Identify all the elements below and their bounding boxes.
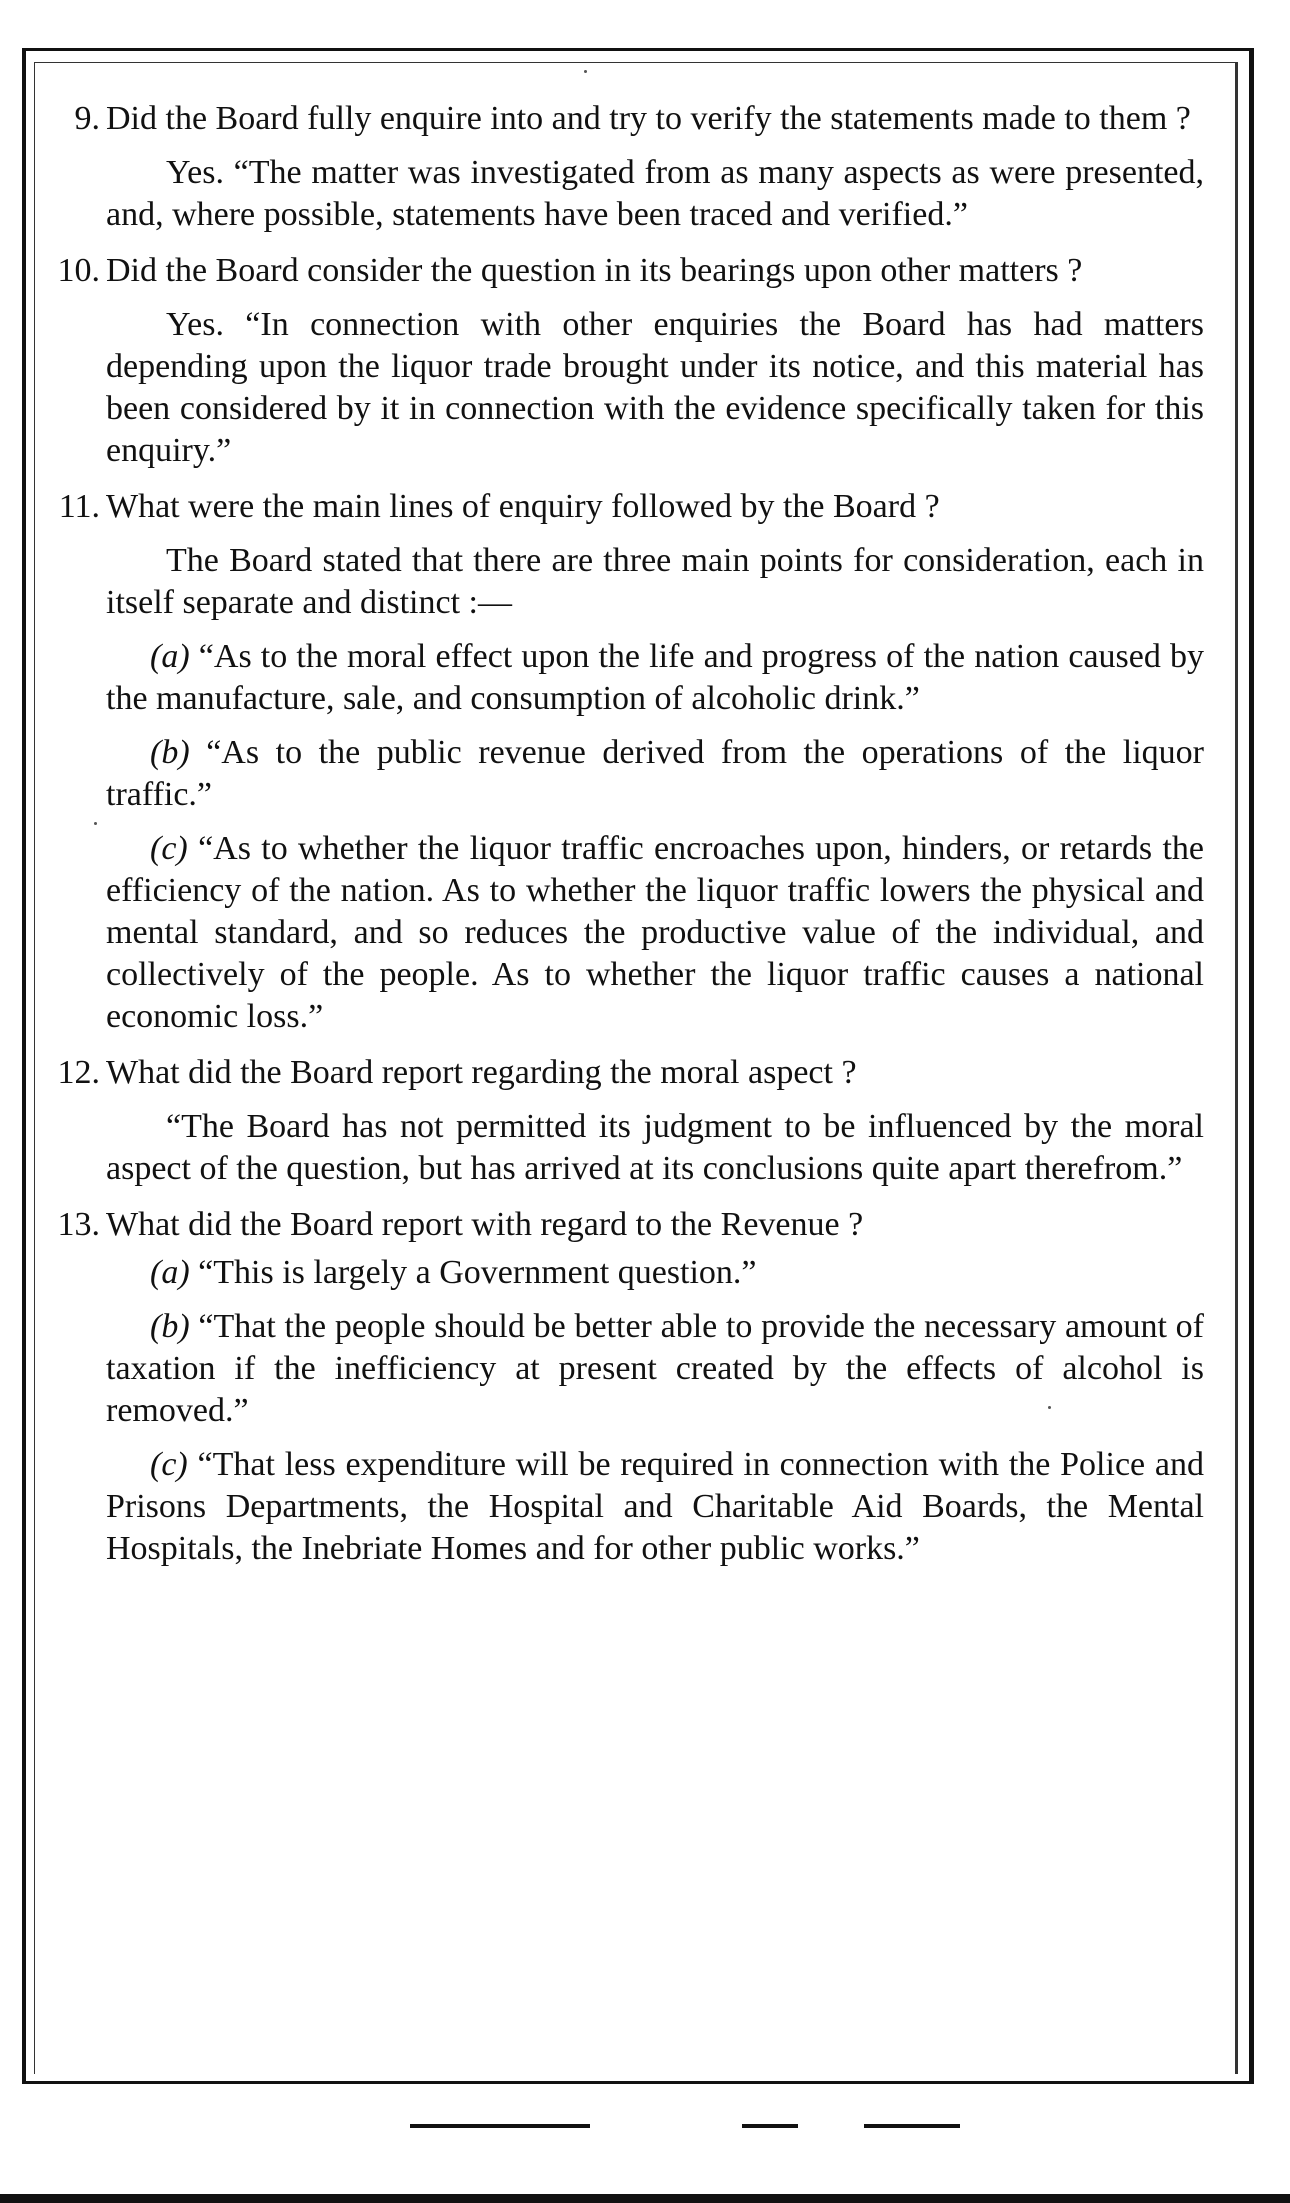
document-body xyxy=(57,98,1205,1570)
sub-item-marker: (c) xyxy=(150,830,188,867)
sub-item-marker: (c) xyxy=(150,1446,188,1483)
sub-item-b xyxy=(106,732,1204,816)
question-number: 12. xyxy=(57,1054,100,1091)
answer-paragraph: “The Board has not permitted its judgment to be influenced by the moral aspect of the question, but has arrived at its conclusions quite apart therefrom.” xyxy=(106,1108,1204,1187)
question-11 xyxy=(58,486,1205,1038)
sub-item-marker: (b) xyxy=(150,734,190,771)
sub-item-text: “That the people should be better able to provide the necessary amount of taxation if the inefficiency at present created by the effects of alcohol is removed.” xyxy=(106,1308,1204,1429)
footer-rule-left xyxy=(410,2124,590,2128)
sub-item-a xyxy=(106,636,1204,720)
question-text: What were the main lines of enquiry followed by the Board ? xyxy=(106,488,940,525)
answer-paragraph: Yes. “The matter was investigated from as many aspects as were presented, and, where possible, statements have been traced and verified.” xyxy=(106,154,1204,233)
sub-item-c xyxy=(106,1444,1204,1570)
question-9 xyxy=(74,98,1204,236)
sub-item-text: “That less expenditure will be required in connection with the Police and Prisons Departments, the Hospital and Charitable Aid Boards, the Mental Hospitals, the Inebriate Homes and for other public works.” xyxy=(106,1446,1205,1567)
sub-item-b xyxy=(106,1306,1204,1432)
answer-paragraph: Yes. “In connection with other enquiries the Board has had matters depending upon the liquor trade brought under its notice, and this material has been considered by it in connection with the evidence specifically taken for this enquiry.” xyxy=(106,306,1204,469)
question-number: 13. xyxy=(57,1206,100,1243)
sub-item-text: “As to the public revenue derived from the operations of the liquor traffic.” xyxy=(106,734,1205,813)
sub-item-c xyxy=(106,828,1204,1038)
question-12 xyxy=(57,1052,1204,1190)
page-bottom-edge xyxy=(0,2194,1290,2203)
footer-rule-center xyxy=(742,2124,798,2128)
sub-item-text: “As to whether the liquor traffic encroaches upon, hinders, or retards the efficiency of the nation. As to whether the liquor traffic lowers the physical and mental standard, and so reduces the productive value of the individual, and collectively of the people. As to whether the liquor traffic causes a national economic loss.” xyxy=(106,830,1205,1035)
print-speck xyxy=(584,70,587,73)
question-number: 11. xyxy=(58,488,100,525)
question-text: What did the Board report with regard to the Revenue ? xyxy=(106,1206,864,1243)
sub-item-marker: (b) xyxy=(150,1308,190,1345)
question-13 xyxy=(57,1204,1205,1570)
question-number: 10. xyxy=(57,252,100,289)
question-text: Did the Board consider the question in its bearings upon other matters ? xyxy=(106,252,1083,289)
sub-item-text: “As to the moral effect upon the life and progress of the nation caused by the manufacture, sale, and consumption of alcoholic drink.” xyxy=(106,638,1204,717)
answer-paragraph: The Board stated that there are three main points for consideration, each in itself separate and distinct :— xyxy=(106,542,1204,621)
question-text: What did the Board report regarding the moral aspect ? xyxy=(106,1054,857,1091)
footer-rule-right xyxy=(864,2124,960,2128)
question-text: Did the Board fully enquire into and try to verify the statements made to them ? xyxy=(106,100,1191,137)
sub-item-text: “This is largely a Government question.” xyxy=(198,1254,757,1291)
print-speck xyxy=(1048,1406,1051,1409)
question-10 xyxy=(57,250,1204,472)
question-number: 9. xyxy=(74,100,100,137)
sub-item-a xyxy=(106,1252,1204,1294)
sub-item-marker: (a) xyxy=(150,1254,190,1291)
sub-item-marker: (a) xyxy=(150,638,190,675)
print-speck xyxy=(94,822,97,825)
